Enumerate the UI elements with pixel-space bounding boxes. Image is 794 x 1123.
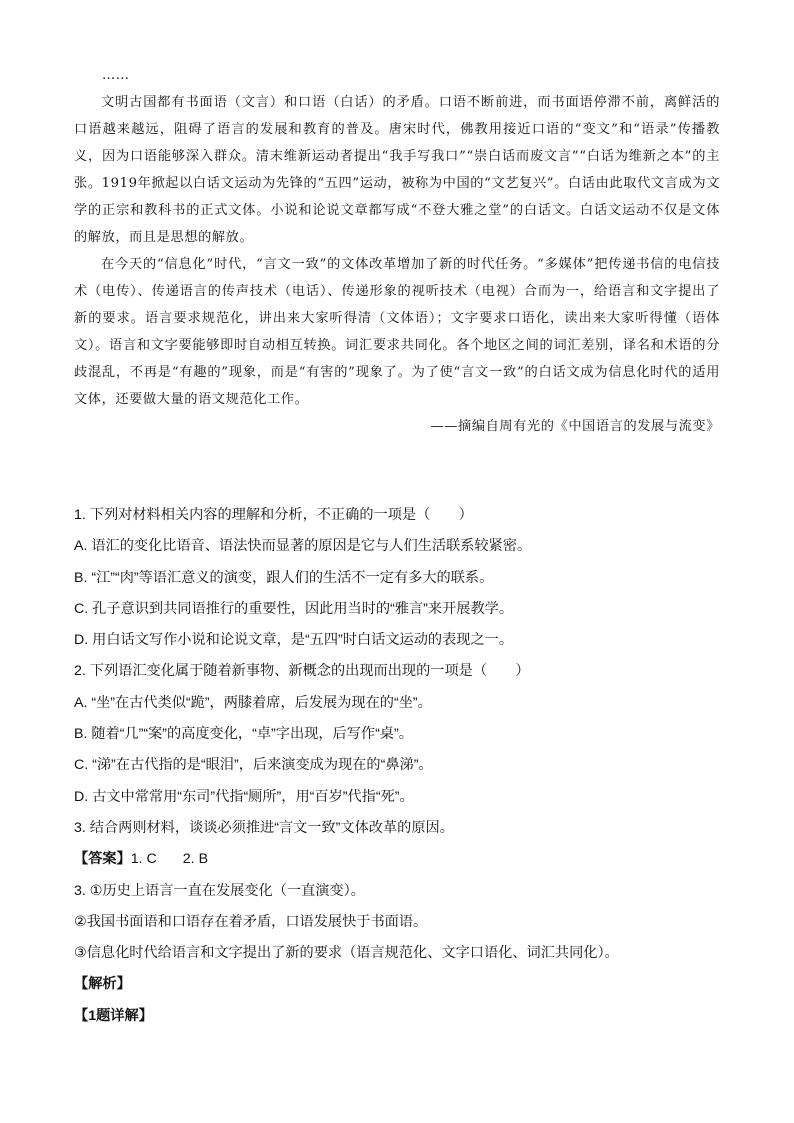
- question-1-option-d: D. 用白话文写作小说和论说文章，是“五四”时白话文运动的表现之一。: [74, 632, 514, 649]
- answer-label: 【答案】: [74, 851, 131, 868]
- question-1-option-a: A. 语汇的变化比语音、语法快而显著的原因是它与人们生活联系较紧密。: [74, 538, 532, 555]
- question-2-option-c: C. “涕”在古代指的是“眼泪”，后来演变成为现在的“鼻涕”。: [74, 757, 433, 774]
- material-source: ——摘编自周有光的《中国语言的发展与流变》: [430, 419, 720, 434]
- answer-3-line-2: ②我国书面语和口语存在着矛盾，口语发展快于书面语。: [74, 913, 428, 930]
- answer-1: 1. C: [130, 851, 157, 868]
- question-1-option-c: C. 孔子意识到共同语推行的重要性，因此用当时的“雅言”来开展教学。: [74, 600, 514, 617]
- answer-3-line-3: ③信息化时代给语言和文字提出了新的要求（语言规范化、文字口语化、词汇共同化）。: [74, 945, 619, 962]
- answer-line: [74, 844, 720, 875]
- question-1-stem: 1. 下列对材料相关内容的理解和分析，不正确的一项是（ ）: [74, 507, 473, 523]
- question-2-option-a: A. “坐”在古代类似“跪”，两膝着席，后发展为现在的“坐”。: [74, 694, 432, 711]
- answer-3-line-1: 3. ①历史上语言一直在发展变化（一直演变）。: [74, 882, 365, 899]
- material-paragraph-1: 文明古国都有书面语（文言）和口语（白话）的矛盾。口语不断前进，而书面语停滞不前，离鲜活的口语越来越远，阻碍了语言的发展和教育的普及。唐宋时代，佛教用接近口语的“变文”和“语录”传播教义，因为口语能够深入群众。清末维新运动者提出“我手写我口”“崇白话而废文言”“白话为维新之本”的主张。1919年掀起以白话文运动为先锋的“五四”运动，被称为中国的“文艺复兴”。白话由此取代文言成为文学的正宗和教科书的正式文体。小说和论说文章都写成“不登大雅之堂”的白话文。白话文运动不仅是文体的解放，而且是思想的解放。: [74, 95, 720, 245]
- analysis-label: 【解析】: [74, 976, 131, 993]
- reading-material: [74, 62, 720, 440]
- ellipsis-mark: ……: [102, 68, 130, 83]
- question-2-option-d: D. 古文中常常用“东司”代指“厕所”，用“百岁”代指“死”。: [74, 788, 414, 805]
- material-paragraph-2: 在今天的“信息化”时代，“言文一致”的文体改革增加了新的时代任务。“多媒体”把传递书信的电信技术（电传）、传递语言的传声技术（电话）、传递形象的视听技术（电视）合而为一，给语言和文字提出了新的要求。语言要求规范化，讲出来大家听得清（文体语）；文字要求口语化，读出来大家听得懂（语体文）。语言和文字要能够即时自动相互转换。词汇要求共同化。各个地区之间的词汇差别，译名和术语的分歧混乱，不再是“有趣的”现象，而是“有害的”现象了。为了使“言文一致”的白话文成为信息化时代的适用文体，还要做大量的语文规范化工作。: [74, 257, 720, 407]
- question-2-stem: 2. 下列语汇变化属于随着新事物、新概念的出现而出现的一项是（ ）: [74, 663, 530, 680]
- questions-section: [74, 500, 720, 1032]
- question-1-option-b: B. “江”“肉”等语汇意义的演变，跟人们的生活不一定有多大的联系。: [74, 569, 494, 586]
- question-2-option-b: B. 随着“几”“案”的高度变化，“卓”字出现，后写作“桌”。: [74, 726, 413, 743]
- detail-1-label: 【1题详解】: [74, 1007, 153, 1024]
- answer-2: 2. B: [182, 851, 209, 868]
- question-3-stem: 3. 结合两则材料，谈谈必须推进“言文一致”文体改革的原因。: [74, 819, 454, 836]
